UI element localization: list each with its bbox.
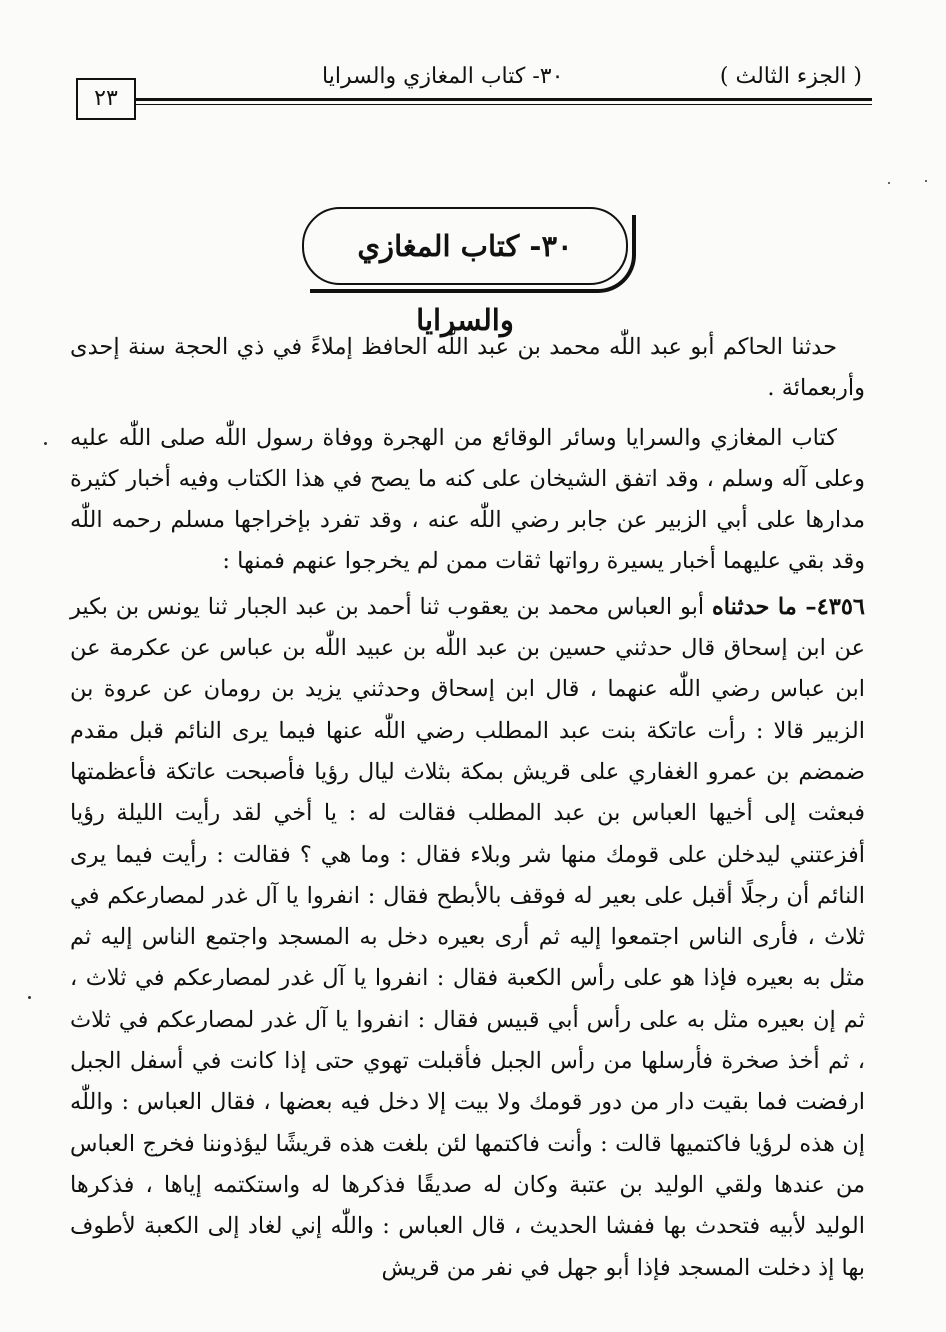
hadith-text: أبو العباس محمد بن يعقوب ثنا أحمد بن عبد الجبار ثنا يونس بن بكير عن ابن إسحاق قال حدثني حسين بن عبد اللّٰه بن عبيد اللّٰه بن عباس عن عكرمة عن ابن عباس رضي اللّٰه عنهما ، قال ابن إسحاق وحدثني يزيد بن رومان عن عروة بن الزبير قالا : رأت عاتكة بنت عبد المطلب رضي اللّٰه عنها فيما يرى النائم قبل مقدم ضمضم بن عمرو الغفاري على قريش بمكة بثلاث ليال رؤيا فأصبحت عاتكة فأعظمتها فبعثت إلى أخيها العباس بن عبد المطلب فقالت له : يا أخي لقد رأيت الليلة رؤيا أفزعتني ليدخلن على قومك منها شر وبلاء فقال : وما هي ؟ فقالت : رأيت فيما يرى النائم أن رجلًا أقبل على بعير له فوقف بالأبطح فقال : انفروا يا آل غدر لمصارعكم في ثلاث ، فأرى الناس اجتمعوا إليه ثم أرى بعيره دخل به المسجد واجتمع الناس إليه ثم مثل به بعيره فإذا هو على رأس الكعبة فقال : انفروا يا آل غدر لمصارعكم في ثلاث ، ثم إن بعيره مثل به على رأس أبي قبيس فقال : انفروا يا آل غدر لمصارعكم في ثلاث ، ثم أخذ صخرة فأرسلها من رأس الجبل فأقبلت تهوي حتى إذا كانت في أسفل الجبل ارفضت فما بقيت دار من دور قومك ولا بيت إلا دخل فيه بعضها ، فقال العباس : واللّٰه إن هذه لرؤيا فاكتميها قالت : وأنت فاكتمها لئن بلغت هذه قريشًا ليؤذوننا فخرج العباس من عندها ولقي الوليد بن عتبة وكان له صديقًا فذكرها له واستكتمه إياها ، فذكرها الوليد لأبيه فتحدث بها ففشا الحديث ، قال العباس : واللّٰه إني لغاد إلى الكعبة لأطوف بها إذ دخلت المسجد فإذا أبو جهل في نفر من قريش <box>70 593 865 1281</box>
running-chapter-title: ٣٠- كتاب المغازي والسرايا <box>322 64 564 89</box>
book-description-paragraph: كتاب المغازي والسرايا وسائر الوقائع من الهجرة ووفاة رسول اللّٰه صلى اللّٰه عليه وعلى آله وسلم ، وقد اتفق الشيخان على كنه ما يصح في هذا الكتاب وفيه أخبار كثيرة مدارها على أبي الزبير عن جابر رضي اللّٰه عنه ، وقد تفرد بإخراجها مسلم رحمه اللّٰه وقد بقي عليهما أخبار يسيرة رواتها ثقات ممن لم يخرجوا عنهم فمنها : <box>70 424 865 575</box>
chapter-title-frame <box>302 207 628 337</box>
header-rule-thin <box>136 104 872 105</box>
intro-paragraph: حدثنا الحاكم أبو عبد اللّٰه محمد بن عبد اللّٰه الحافظ إملاءً في ذي الحجة سنة إحدى وأربعمائة . <box>70 334 865 402</box>
scan-speck <box>44 442 47 445</box>
hadith-number: ٤٣٥٦ <box>816 593 865 620</box>
chapter-title: ٣٠- كتاب المغازي والسرايا <box>357 229 573 337</box>
running-part-label: ( الجزء الثالث ) <box>719 64 862 89</box>
scan-speck <box>28 996 31 999</box>
running-header <box>72 56 872 126</box>
hadith-lead: – ما حدثناه <box>711 593 817 620</box>
hadith-paragraph <box>70 587 865 1289</box>
scan-speck <box>888 182 890 184</box>
page-number: ٢٣ <box>76 78 136 120</box>
header-rule <box>136 98 872 101</box>
main-text <box>70 327 865 1289</box>
scan-speck <box>925 180 927 182</box>
